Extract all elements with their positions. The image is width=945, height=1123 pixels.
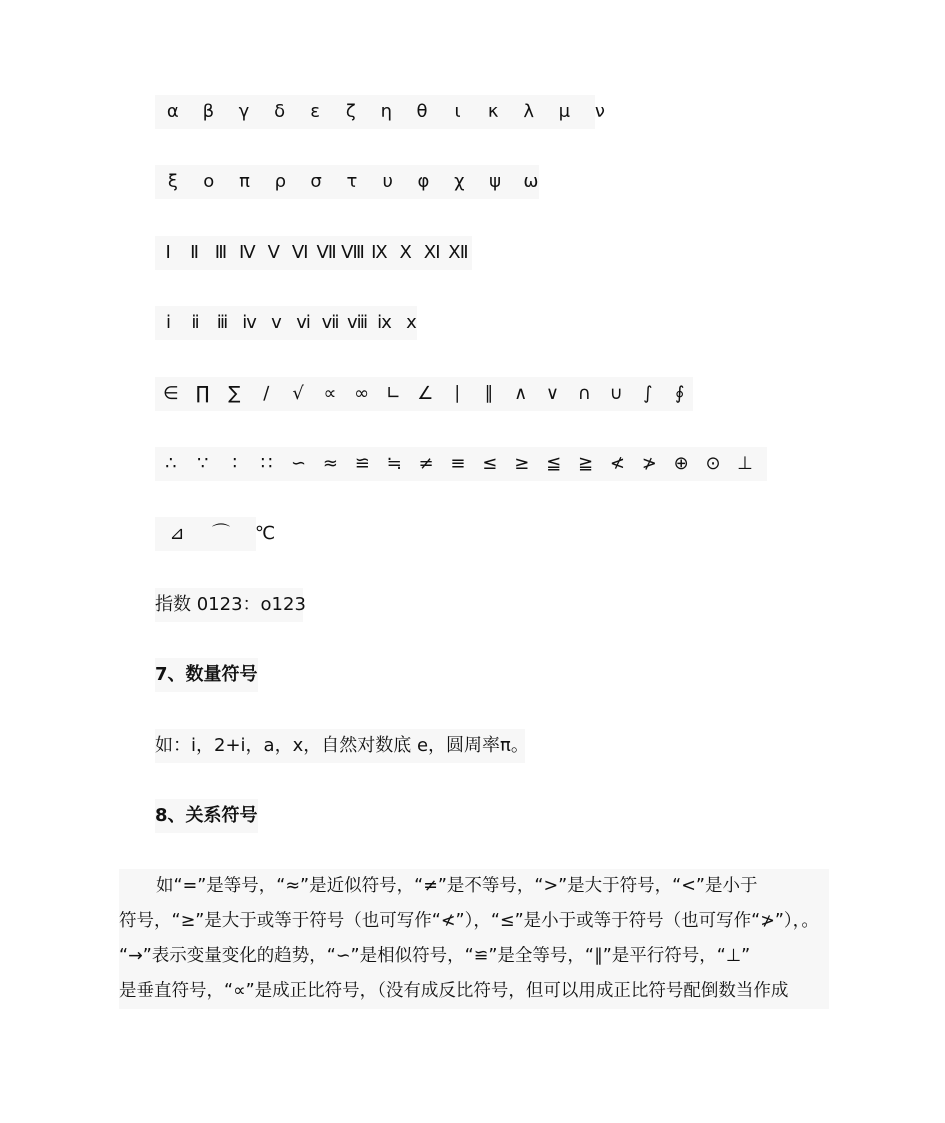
symbol: ∮ (674, 383, 685, 404)
symbol: ω (523, 171, 539, 192)
symbol: ∑ (228, 383, 241, 404)
symbol: ∽ (290, 453, 307, 474)
symbol: τ (346, 171, 358, 192)
symbol: λ (523, 101, 535, 122)
symbol: β (202, 101, 215, 122)
symbol: ℃ (254, 523, 276, 544)
symbol: ψ (489, 171, 501, 192)
symbol: ⅶ (321, 312, 340, 333)
symbol: ≡ (450, 453, 466, 474)
symbol: ∷ (260, 453, 273, 474)
symbol: υ (382, 171, 393, 192)
misc-row (155, 517, 276, 551)
symbol: κ (487, 101, 499, 122)
paragraph-line: 是垂直符号，“∝”是成正比符号，（没有成反比符号，但可以用成正比符号配倒数当作成 (119, 974, 829, 1009)
paragraph-line: 符号，“≥”是大于或等于符号（也可写作“≮”），“≤”是小于或等于符号（也可写作“≯”），。 (119, 904, 829, 939)
roman-lower-row (155, 306, 417, 340)
symbol: ⅹ (406, 312, 417, 333)
symbol: ≠ (418, 453, 434, 474)
paragraph-line: 如“=”是等号，“≈”是近似符号，“≠”是不等号，“>”是大于符号，“<”是小于 (119, 869, 829, 904)
symbol: Ⅴ (267, 242, 280, 263)
symbol: ∕ (263, 383, 270, 404)
symbol: ≦ (546, 453, 562, 474)
roman-upper-row (155, 236, 472, 270)
symbol: ⅵ (296, 312, 311, 333)
symbol: φ (417, 171, 430, 192)
symbol: ⊥ (737, 453, 753, 474)
symbol: ≯ (641, 453, 657, 474)
symbol: ⅰ (165, 312, 171, 333)
symbol: ∴ (165, 453, 177, 474)
symbol: ≒ (386, 453, 402, 474)
symbol: ⅷ (346, 312, 369, 333)
symbol: ⊕ (673, 453, 689, 474)
symbol: ∩ (577, 383, 591, 404)
symbol: Ⅺ (423, 242, 441, 263)
symbol: χ (454, 171, 465, 192)
symbol: ≌ (354, 453, 370, 474)
symbol: Ⅵ (291, 242, 309, 263)
section-8-paragraph (119, 869, 829, 1009)
symbol: ∞ (354, 383, 370, 404)
symbol: ≥ (514, 453, 530, 474)
symbol: ζ (345, 101, 356, 122)
symbol: ∨ (545, 383, 560, 404)
section-8-heading: 8、关系符号 (155, 799, 258, 833)
paragraph-line: “→”表示变量变化的趋势，“∽”是相似符号，“≌”是全等号，“∥”是平行符号，“⊥” (119, 939, 829, 974)
symbol: ≧ (577, 453, 594, 474)
symbol: γ (238, 101, 250, 122)
symbol: ξ (167, 171, 178, 192)
section-7-heading: 7、数量符号 (155, 658, 258, 692)
symbol: Ⅸ (371, 242, 388, 263)
symbol: ∥ (484, 383, 494, 404)
symbol: ⌒ (212, 523, 230, 544)
symbol: ∠ (417, 383, 434, 404)
symbol: ∫ (643, 383, 653, 404)
symbol: α (166, 101, 179, 122)
symbol: δ (274, 101, 286, 122)
symbol: ∶ (232, 453, 238, 474)
symbol: ⅳ (242, 312, 257, 333)
operator-row (155, 377, 693, 411)
symbol: ε (310, 101, 321, 122)
symbol: Ⅰ (165, 242, 171, 263)
greek-row-2 (155, 165, 539, 199)
symbol: θ (416, 101, 428, 122)
symbol: ≮ (609, 453, 625, 474)
symbol: σ (310, 171, 322, 192)
symbol: Ⅷ (341, 242, 365, 263)
symbol: η (380, 101, 393, 122)
symbol: ⅲ (216, 312, 229, 333)
symbol: ∟ (385, 383, 402, 404)
symbol: Ⅻ (448, 242, 469, 263)
symbol: ∈ (163, 383, 179, 404)
symbol: ≤ (482, 453, 498, 474)
symbol: ι (454, 101, 461, 122)
symbol: π (239, 171, 250, 192)
section-7-body: 如：i，2+i，a，x，自然对数底 e，圆周率π。 (155, 729, 525, 763)
symbol: Ⅳ (239, 242, 256, 263)
symbol: Ⅹ (399, 242, 412, 263)
symbol: ⅴ (271, 312, 282, 333)
symbol: ∵ (197, 453, 209, 474)
greek-row-1 (155, 95, 605, 129)
symbol: ∧ (514, 383, 528, 404)
symbol: ≈ (322, 453, 338, 474)
symbol: ∏ (195, 383, 210, 404)
symbol: ⅸ (377, 312, 392, 333)
symbol: μ (558, 101, 571, 122)
symbol: ∝ (323, 383, 337, 404)
symbol: ο (203, 171, 215, 192)
symbol: ρ (274, 171, 286, 192)
symbol: ν (594, 101, 605, 122)
symbol: ⅱ (191, 312, 200, 333)
symbol: ∪ (609, 383, 623, 404)
symbol: ⊙ (705, 453, 721, 474)
symbol: Ⅱ (190, 242, 200, 263)
symbol: Ⅲ (214, 242, 228, 263)
symbol: ⊿ (169, 523, 185, 544)
exponent-line: 指数 0123：o123 (155, 588, 303, 622)
symbol: ∣ (452, 383, 462, 404)
relation-row (155, 447, 767, 481)
symbol: √ (292, 383, 304, 404)
symbol: Ⅶ (316, 242, 337, 263)
